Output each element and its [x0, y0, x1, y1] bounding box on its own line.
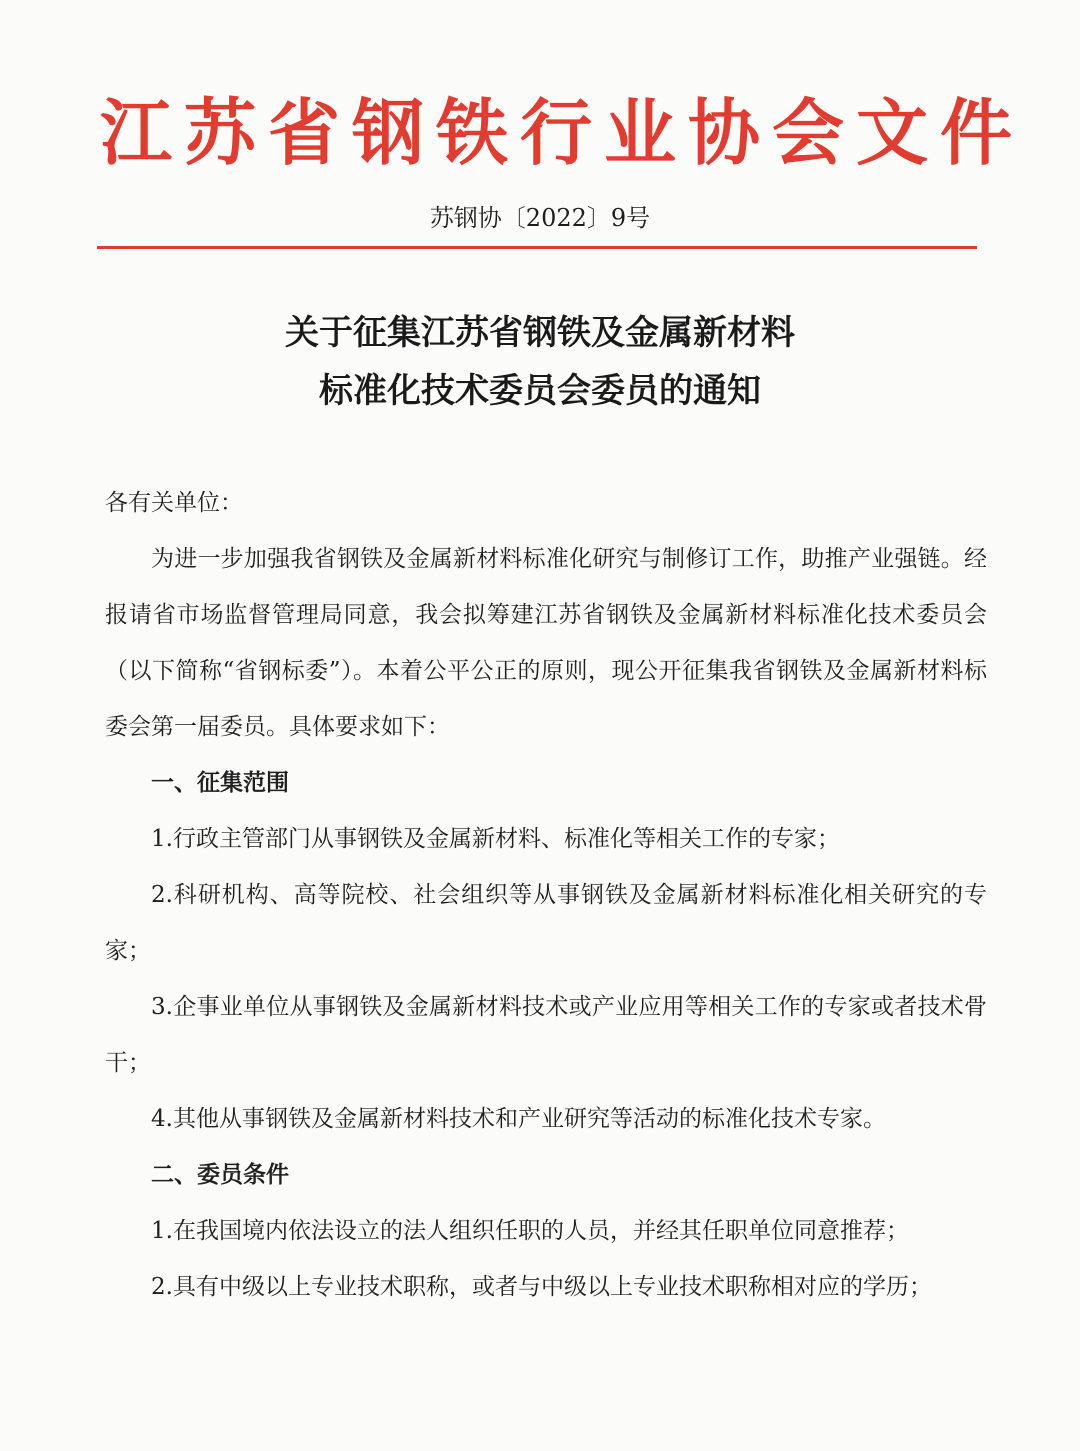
red-divider [97, 246, 977, 249]
section-1-item: 1.行政主管部门从事钢铁及金属新材料、标准化等相关工作的专家； [151, 826, 840, 852]
section-1-item: 3.企事业单位从事钢铁及金属新材料技术或产业应用等相关工作的专家或者技术骨干； [105, 994, 987, 1076]
notice-title-line-2: 标准化技术委员会委员的通知 [319, 371, 761, 411]
intro-paragraph: 为进一步加强我省钢铁及金属新材料标准化研究与制修订工作，助推产业强链。经报请省市场监督管理局同意，我会拟筹建江苏省钢铁及金属新材料标准化技术委员会（以下简称“省钢标委”）。本着公平公正的原则，现公开征集我省钢铁及金属新材料标委会第一届委员。具体要求如下： [105, 546, 987, 740]
section-1-item: 4.其他从事钢铁及金属新材料技术和产业研究等活动的标准化技术专家。 [151, 1106, 886, 1132]
section-2-heading: 二、委员条件 [151, 1162, 289, 1188]
org-title: 江苏省钢铁行业协会文件 [100, 90, 1025, 175]
doc-number: 苏钢协〔2022〕9号 [429, 204, 651, 232]
section-2-item: 2.具有中级以上专业技术职称，或者与中级以上专业技术职称相对应的学历； [151, 1274, 932, 1300]
section-1-item: 2.科研机构、高等院校、社会组织等从事钢铁及金属新材料标准化相关研究的专家； [105, 882, 987, 964]
document-body [105, 475, 987, 1315]
salutation: 各有关单位： [105, 490, 243, 516]
section-1-heading: 一、征集范围 [151, 770, 289, 796]
section-2-item: 1.在我国境内依法设立的法人组织任职的人员，并经其任职单位同意推荐； [151, 1218, 909, 1244]
notice-title-line-1: 关于征集江苏省钢铁及金属新材料 [285, 313, 795, 353]
